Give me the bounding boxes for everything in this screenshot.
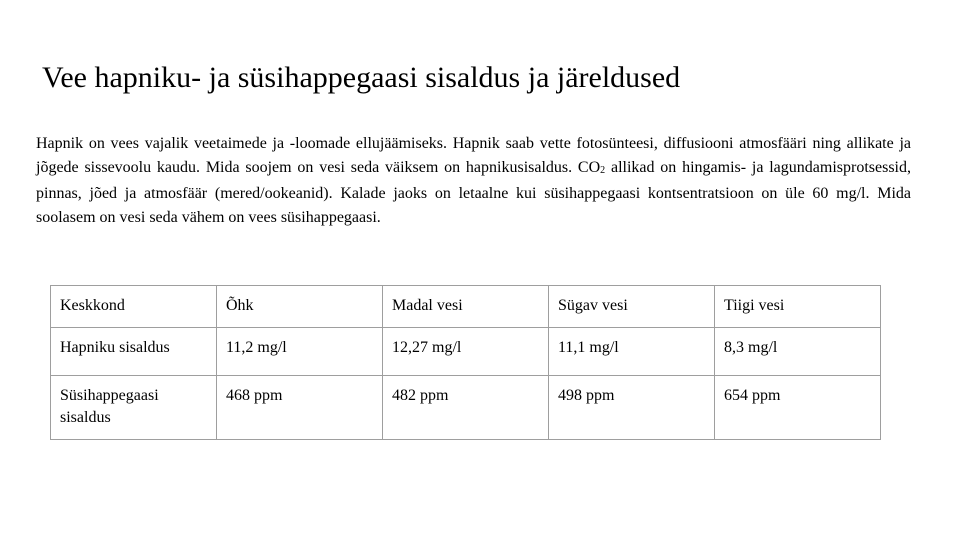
table-cell: 8,3 mg/l bbox=[715, 328, 881, 376]
header-cell: Madal vesi bbox=[383, 286, 549, 328]
table-cell: 468 ppm bbox=[217, 376, 383, 440]
table-cell: 11,1 mg/l bbox=[549, 328, 715, 376]
table-cell: 12,27 mg/l bbox=[383, 328, 549, 376]
header-cell: Õhk bbox=[217, 286, 383, 328]
header-cell: Tiigi vesi bbox=[715, 286, 881, 328]
table-row-co2 bbox=[51, 376, 881, 440]
table-row-oxygen bbox=[51, 328, 881, 376]
header-cell: Sügav vesi bbox=[549, 286, 715, 328]
paragraph-part-1: Hapnik on vees vajalik veetaimede ja -loomade ellujäämiseks. Hapnik saab vette fotosünteesi, diffusiooni atmosfääri ning allikate ja jõgede sissevoolu kaudu. Mida soojem on vesi seda väiksem on hapnikusisaldus. CO bbox=[36, 135, 911, 176]
table-cell: 654 ppm bbox=[715, 376, 881, 440]
body-paragraph bbox=[36, 132, 911, 230]
co2-subscript: 2 bbox=[600, 165, 606, 176]
paragraph-part-2: allikad on hingamis- ja lagundamisprotsessid, pinnas, jõed ja atmosfäär (mered/ookeanid). Kalade jaoks on letaalne kui süsihappegaasi kontsentratsioon on üle 60 mg/l. Mida soolasem on vesi seda vähem on vees süsihappegaasi. bbox=[36, 159, 912, 226]
table-header-row bbox=[51, 286, 881, 328]
row-label-cell: Süsihappegaasi sisaldus bbox=[51, 376, 217, 440]
table-cell: 498 ppm bbox=[549, 376, 715, 440]
table-cell: 11,2 mg/l bbox=[217, 328, 383, 376]
table-cell: 482 ppm bbox=[383, 376, 549, 440]
data-table bbox=[50, 285, 881, 440]
row-label-cell: Hapniku sisaldus bbox=[51, 328, 217, 376]
header-cell: Keskkond bbox=[51, 286, 217, 328]
slide-title: Vee hapniku- ja süsihappegaasi sisaldus ja järeldused bbox=[42, 61, 681, 94]
